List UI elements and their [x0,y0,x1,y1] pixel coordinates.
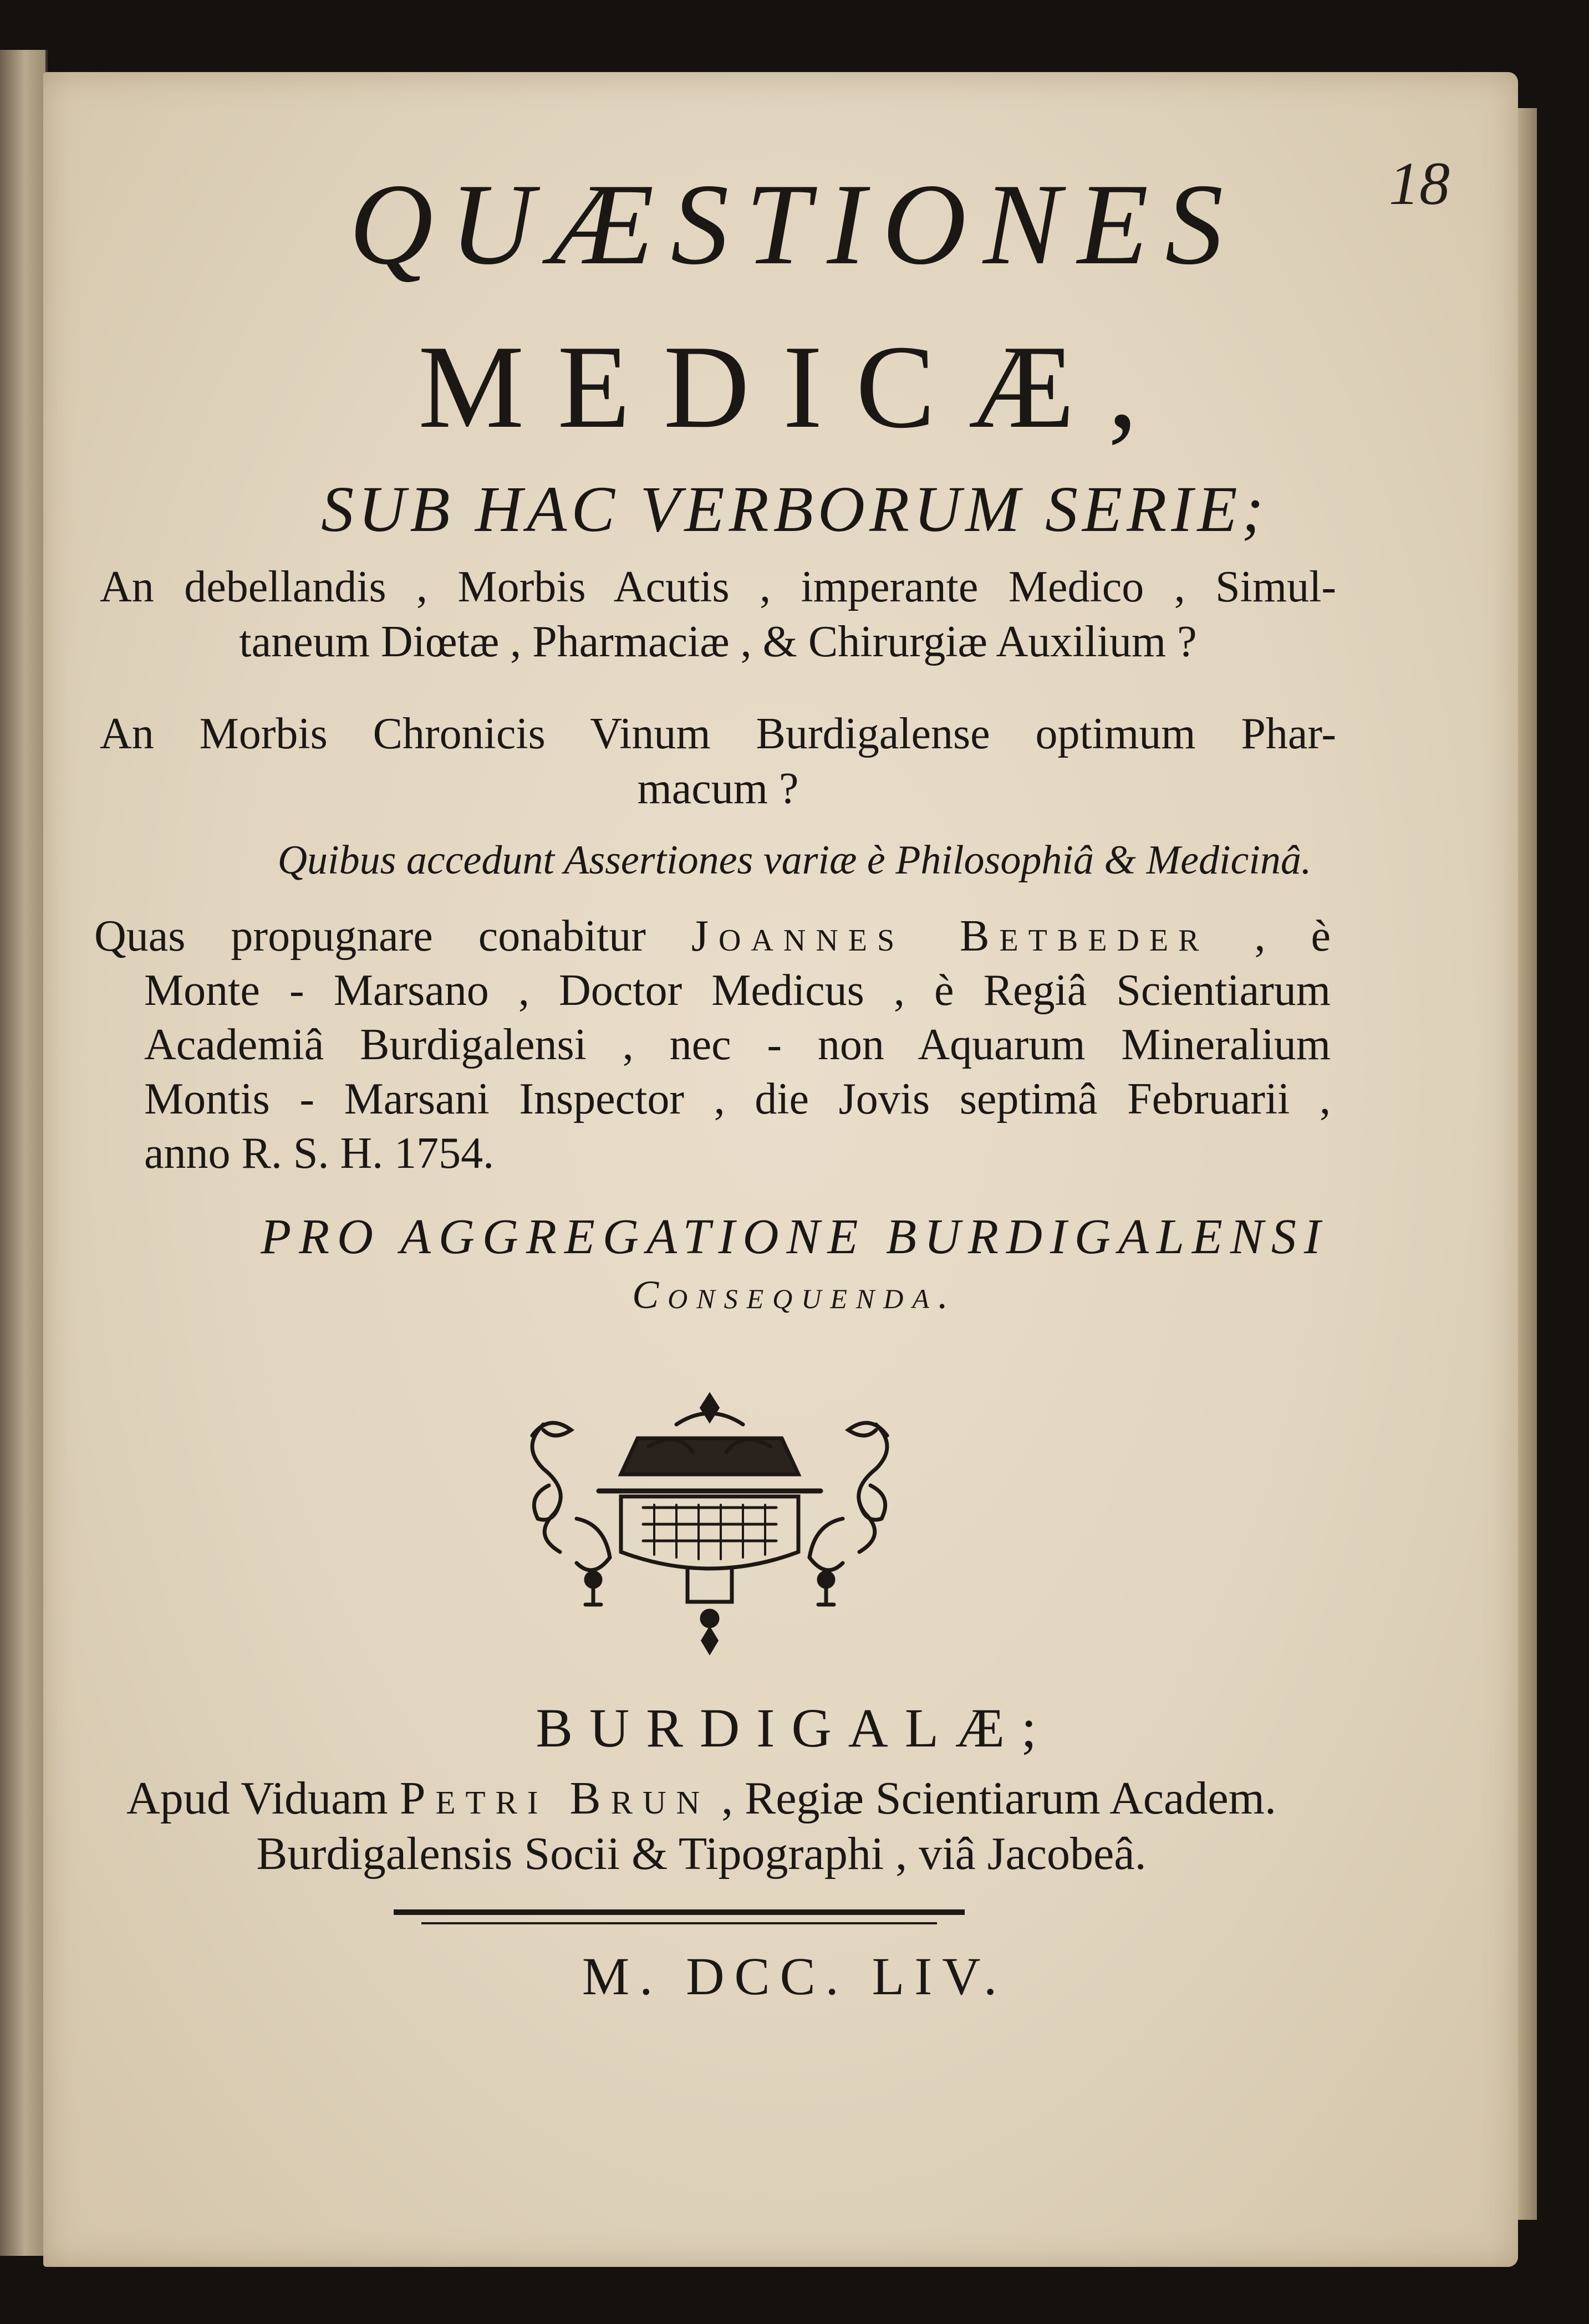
printers-ornament-icon [510,1386,909,1663]
imprint-line-1-post: , Regiæ Scientiarum Academ. [721,1773,1276,1824]
defense-line-4: Montis - Marsani Inspector , die Jovis septimâ Februarii , [144,1075,1331,1123]
imprint [83,1771,1320,1882]
defense-line-1-pre: Quas propugnare conabitur [94,912,646,961]
publication-date: M. DCC. LIV. [582,1947,1007,2006]
handwritten-shelfmark: 18 [1389,150,1450,217]
question-2 [100,707,1336,816]
printer-name: Petri Brun [399,1773,710,1824]
title-line-1: QUÆSTIONES [349,160,1240,289]
double-rule-thin [421,1922,937,1924]
defense-line-1-post: , è [1254,912,1331,961]
defense-line-5: anno R. S. H. 1754. [144,1129,495,1178]
imprint-line-2: Burdigalensis Socii & Tipographi , viâ Jacobeâ. [256,1828,1147,1879]
question-1 [100,560,1336,670]
imprint-line-1 [83,1771,1320,1826]
question-1-line-2: taneum Diœtæ , Pharmaciæ , & Chirurgiæ Auxilium ? [239,617,1197,666]
defense-paragraph [94,909,1331,1181]
defendant-name: Joannes Betbeder [691,912,1209,961]
defense-line-3: Academiâ Burdigalensi , nec - non Aquarum Mineralium [144,1020,1331,1069]
purpose-line-2: Consequenda. [632,1273,957,1317]
defense-line-2: Monte - Marsano , Doctor Medicus , è Regiâ Scientiarum [144,966,1331,1015]
question-1-line-1: An debellandis , Morbis Acutis , imperante Medico , Simul- [100,563,1336,611]
double-rule-thick [394,1909,965,1915]
imprint-line-1-pre: Apud Viduam [126,1773,388,1824]
purpose-line-1: PRO AGGREGATIONE BURDIGALENSI [261,1209,1328,1264]
question-2-line-1: An Morbis Chronicis Vinum Burdigalense optimum Phar- [100,709,1336,758]
question-2-line-2: macum ? [637,764,799,813]
title-line-3: SUB HAC VERBORUM SERIE; [321,473,1268,545]
place-of-publication: BURDIGALÆ; [536,1697,1053,1759]
title-line-2: MEDICÆ, [418,320,1171,453]
defense-line-1 [94,909,1331,963]
assertions-line: Quibus accedunt Assertiones variæ è Philosophiâ & Medicinâ. [277,837,1312,883]
